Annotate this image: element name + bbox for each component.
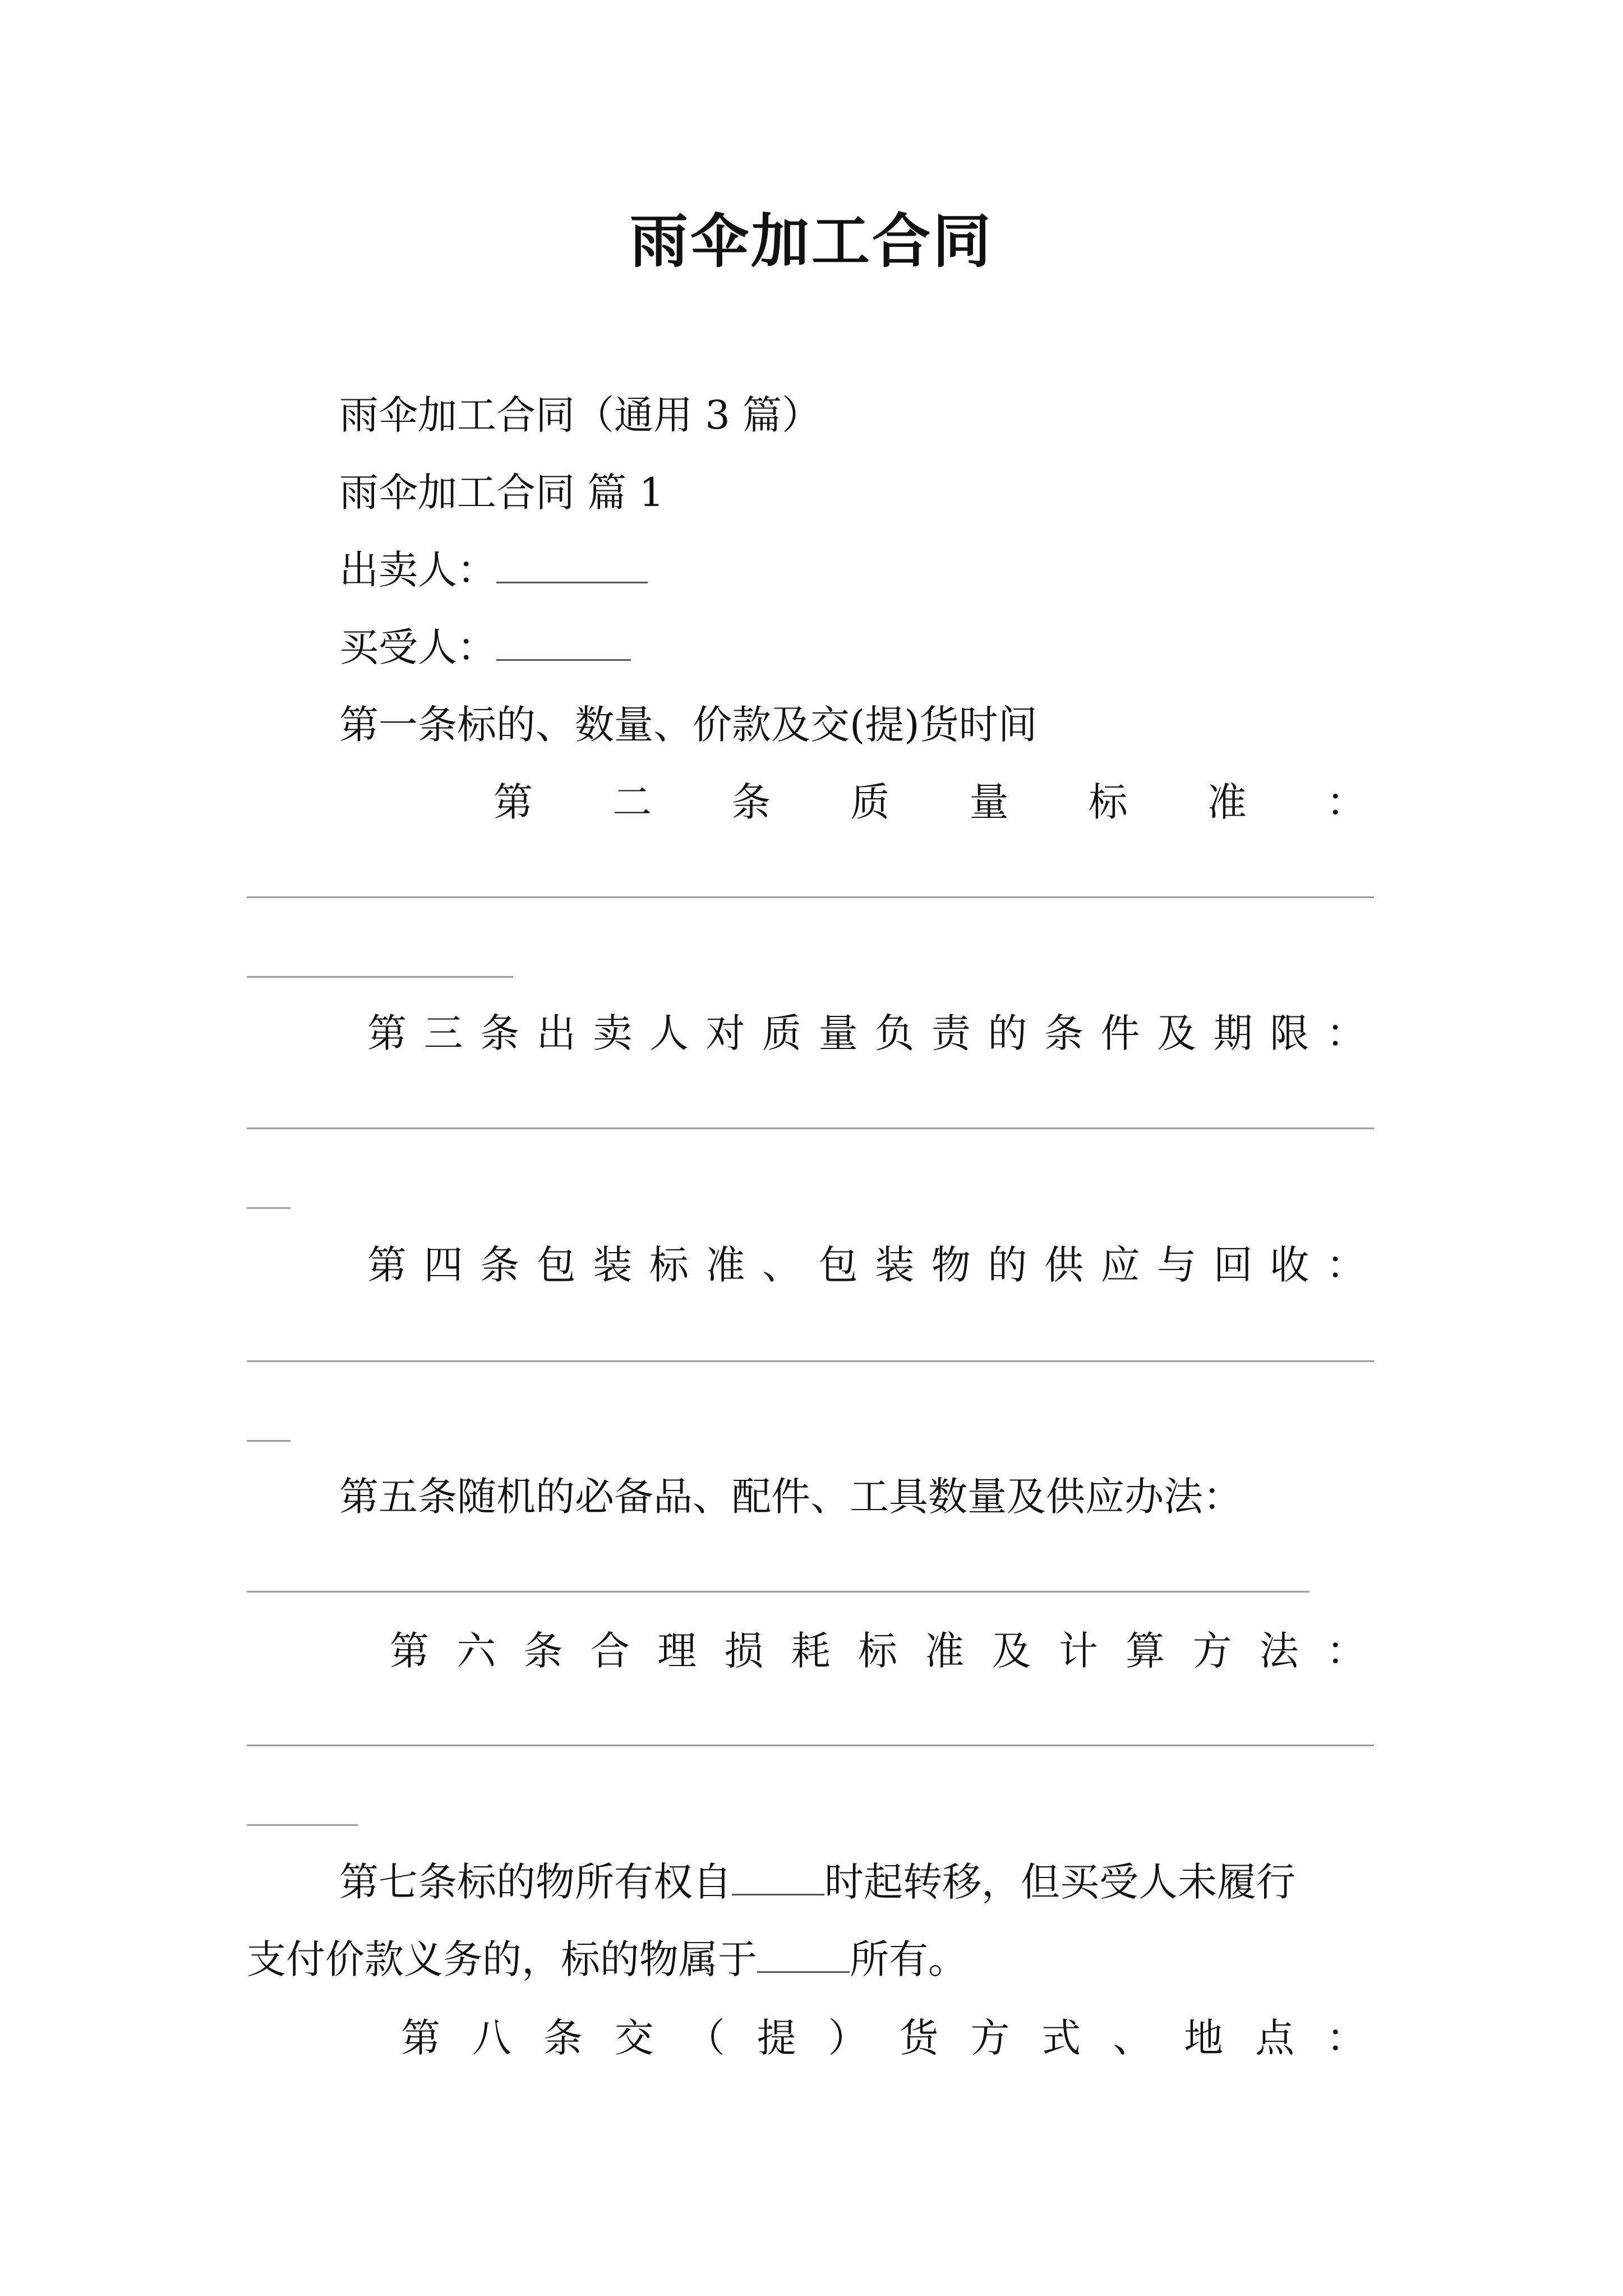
clause-6-char: 理 bbox=[657, 1628, 697, 1674]
clause-3-char: 期 bbox=[1213, 1010, 1253, 1056]
clause-6-char: 准 bbox=[925, 1628, 965, 1674]
clause-3-char: 责 bbox=[931, 1010, 971, 1056]
clause-8-char: ： bbox=[1326, 2015, 1366, 2061]
clause-8-char: 交 bbox=[614, 2015, 654, 2061]
clause-3-char: 人 bbox=[649, 1010, 689, 1056]
clause-3-char: 的 bbox=[988, 1010, 1027, 1056]
clause-8-char: 式 bbox=[1041, 2015, 1081, 2061]
clause-6-char: ： bbox=[1326, 1628, 1366, 1674]
clause-2-char: ： bbox=[1326, 779, 1366, 825]
buyer-blank bbox=[496, 624, 631, 661]
clause-4-char: 包 bbox=[818, 1242, 858, 1288]
clause-4-blank-cont bbox=[247, 1440, 291, 1442]
clause-3-char: 质 bbox=[762, 1010, 802, 1056]
clause-8-char: 条 bbox=[543, 2015, 583, 2061]
clause-3-char: 卖 bbox=[593, 1010, 633, 1056]
clause-6-char: 法 bbox=[1259, 1628, 1299, 1674]
clause-6-char: 算 bbox=[1126, 1628, 1165, 1674]
clause-6-char: 计 bbox=[1058, 1628, 1098, 1674]
clause-7-text-d: 所有。 bbox=[850, 1936, 967, 1982]
clause-3 bbox=[367, 1005, 1366, 1061]
clause-3-char: 三 bbox=[423, 1010, 463, 1056]
clause-8-char: 货 bbox=[899, 2015, 939, 2061]
clause-3-blank-cont bbox=[247, 1207, 291, 1209]
clause-3-char: 条 bbox=[1044, 1010, 1083, 1056]
clause-8-char: 提 bbox=[757, 2015, 796, 2061]
clause-3-char: 及 bbox=[1157, 1010, 1197, 1056]
clause-3-char: 第 bbox=[367, 1010, 407, 1056]
clause-4-char: 标 bbox=[649, 1242, 689, 1288]
document-subtitle: 雨伞加工合同（通用 3 篇） bbox=[339, 392, 822, 438]
clause-3-char: ： bbox=[1326, 1010, 1366, 1056]
seller-line bbox=[339, 542, 648, 598]
clause-3-char: 负 bbox=[875, 1010, 915, 1056]
clause-2-char: 量 bbox=[969, 779, 1009, 825]
clause-4-char: 装 bbox=[875, 1242, 915, 1288]
clause-7-text-b: 时起转移，但买受人未履行 bbox=[824, 1859, 1295, 1905]
clause-3-char: 出 bbox=[536, 1010, 576, 1056]
clause-4 bbox=[367, 1237, 1366, 1293]
clause-4-char: 物 bbox=[931, 1242, 971, 1288]
clause-2-char: 二 bbox=[612, 779, 652, 825]
seller-label: 出卖人： bbox=[339, 547, 496, 593]
seller-blank bbox=[496, 547, 648, 583]
clause-3-char: 量 bbox=[818, 1010, 858, 1056]
clause-7-text-c: 支付价款义务的，标的物属于 bbox=[247, 1936, 757, 1982]
clause-4-char: 回 bbox=[1213, 1242, 1253, 1288]
clause-7-text-a: 第七条标的物所有权自 bbox=[339, 1859, 732, 1905]
clause-8-char: 、 bbox=[1113, 2015, 1152, 2061]
clause-4-char: 条 bbox=[480, 1242, 520, 1288]
clause-4-blank bbox=[247, 1360, 1374, 1362]
clause-4-char: 装 bbox=[593, 1242, 633, 1288]
clause-7-line-2 bbox=[247, 1931, 967, 1987]
clause-2-char: 质 bbox=[850, 779, 890, 825]
clause-6-char: 耗 bbox=[791, 1628, 831, 1674]
clause-8-char: 点 bbox=[1255, 2015, 1295, 2061]
clause-4-char: 与 bbox=[1157, 1242, 1197, 1288]
clause-8-char: 八 bbox=[472, 2015, 511, 2061]
clause-1: 第一条标的、数量、价款及交(提)货时间 bbox=[339, 702, 1038, 748]
clause-2 bbox=[494, 774, 1366, 830]
transfer-time-blank bbox=[732, 1859, 824, 1895]
clause-6-char: 第 bbox=[390, 1628, 429, 1674]
clause-3-char: 件 bbox=[1100, 1010, 1140, 1056]
clause-3-blank bbox=[247, 1128, 1374, 1129]
clause-3-char: 对 bbox=[706, 1010, 745, 1056]
clause-4-char: 包 bbox=[536, 1242, 576, 1288]
clause-2-char: 准 bbox=[1207, 779, 1247, 825]
clause-4-char: 四 bbox=[423, 1242, 463, 1288]
clause-8-char: 方 bbox=[970, 2015, 1010, 2061]
document-title: 雨伞加工合同 bbox=[629, 206, 993, 275]
clause-3-char: 限 bbox=[1270, 1010, 1310, 1056]
clause-6-char: 标 bbox=[857, 1628, 897, 1674]
clause-7-line-1 bbox=[339, 1854, 1295, 1910]
clause-4-char: 第 bbox=[367, 1242, 407, 1288]
clause-2-blank-cont bbox=[247, 976, 513, 978]
clause-4-char: 、 bbox=[762, 1242, 802, 1288]
clause-4-char: 应 bbox=[1100, 1242, 1140, 1288]
clause-8-char: （ bbox=[685, 2015, 725, 2061]
clause-2-char: 标 bbox=[1088, 779, 1128, 825]
clause-6-char: 六 bbox=[457, 1628, 496, 1674]
owner-blank bbox=[757, 1936, 850, 1973]
clause-6 bbox=[390, 1623, 1366, 1679]
clause-5: 第五条随机的必备品、配件、工具数量及供应办法： bbox=[339, 1474, 1242, 1520]
clause-2-blank bbox=[247, 896, 1374, 898]
clause-4-char: ： bbox=[1326, 1242, 1366, 1288]
clause-4-char: 收 bbox=[1270, 1242, 1310, 1288]
clause-6-blank-cont bbox=[247, 1824, 358, 1826]
clause-2-char: 第 bbox=[494, 779, 533, 825]
clause-6-char: 及 bbox=[992, 1628, 1031, 1674]
clause-8-char: 地 bbox=[1184, 2015, 1224, 2061]
part-heading: 雨伞加工合同 篇 1 bbox=[339, 470, 665, 516]
clause-5-blank bbox=[247, 1591, 1310, 1593]
clause-6-char: 方 bbox=[1192, 1628, 1232, 1674]
clause-8 bbox=[401, 2010, 1366, 2066]
clause-6-char: 合 bbox=[590, 1628, 630, 1674]
clause-4-char: 准 bbox=[706, 1242, 745, 1288]
clause-6-blank bbox=[247, 1745, 1374, 1746]
clause-4-char: 的 bbox=[988, 1242, 1027, 1288]
buyer-label: 买受人： bbox=[339, 624, 496, 670]
clause-6-char: 条 bbox=[523, 1628, 563, 1674]
buyer-line bbox=[339, 619, 631, 675]
clause-6-char: 损 bbox=[724, 1628, 764, 1674]
clause-8-char: 第 bbox=[401, 2015, 440, 2061]
clause-8-char: ） bbox=[828, 2015, 868, 2061]
clause-4-char: 供 bbox=[1044, 1242, 1083, 1288]
clause-2-char: 条 bbox=[731, 779, 771, 825]
clause-3-char: 条 bbox=[480, 1010, 520, 1056]
